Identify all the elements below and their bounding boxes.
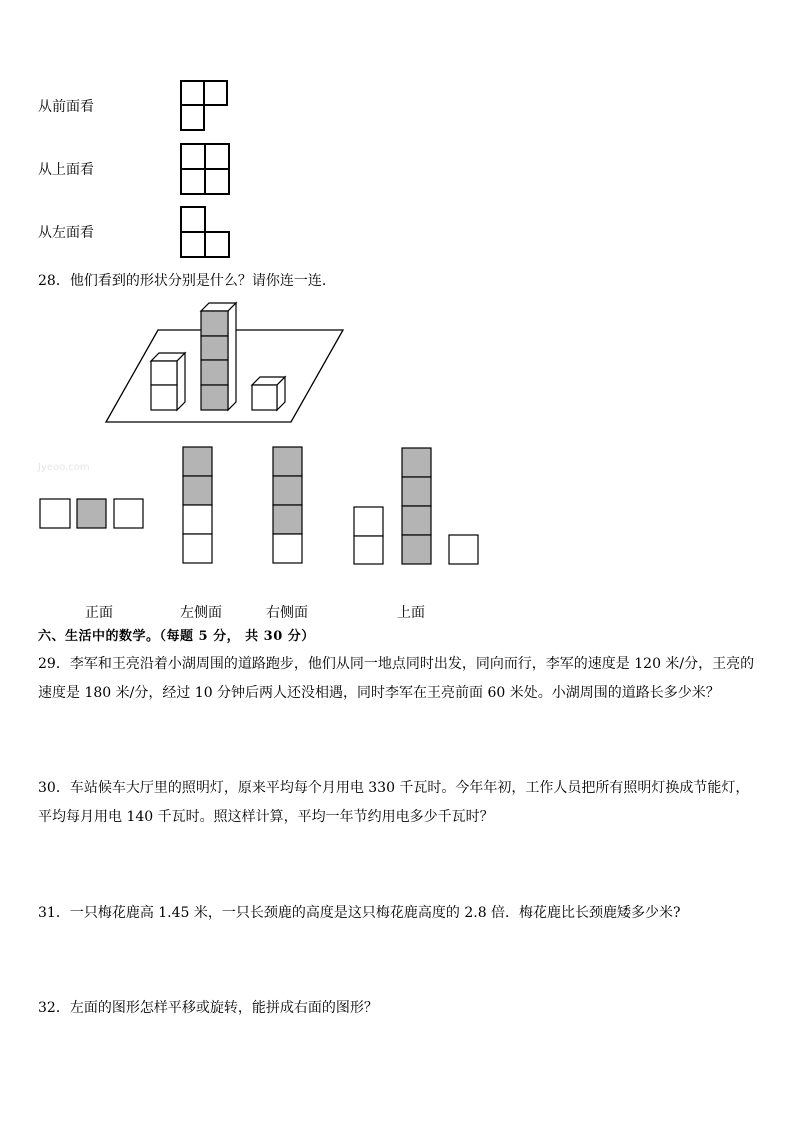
option-mixed-columns[interactable] [353,447,483,567]
top-view-label: 从上面看 [38,162,94,178]
left-view-label: 从左面看 [38,225,94,241]
tall-cube-stack [201,303,236,410]
section-six-title: 六、生活中的数学。（每题 5 分， 共 30 分） [38,629,315,644]
left-view-figure [180,206,232,260]
question-31-text: 31．一只梅花鹿高 1.45 米，一只长颈鹿的高度是这只梅花鹿高度的 2.8 倍．梅花鹿比长颈鹿矮多少米? [38,905,681,921]
label-right-side: 右侧面 [266,605,308,621]
question-28-text: 28．他们看到的形状分别是什么？请你连一连. [38,273,327,289]
option-column-three-gray[interactable] [272,446,306,566]
watermark-text: Jyeoo.com [38,462,90,473]
option-row-squares[interactable] [39,498,147,530]
label-top: 上面 [397,605,425,621]
question-32-text: 32．左面的图形怎样平移或旋转，能拼成右面的图形？ [38,1000,378,1016]
front-view-figure [180,80,230,132]
question-29-text: 29．李军和王亮沿着小湖周围的道路跑步，他们从同一地点同时出发，同向而行，李军的速度是 120 米/分，王亮的速度是 180 米/分，经过 10 分钟后两人还没相遇，同时李军在王亮前面 60 米处。小湖周围的道路长多少米？ [38,656,755,701]
label-front: 正面 [85,605,113,621]
left-cube-stack [151,353,185,410]
top-view-figure [180,143,232,197]
option-column-two-gray[interactable] [182,446,216,566]
front-view-label: 从前面看 [38,99,94,115]
cube-scene-figure [100,298,350,428]
single-cube [252,377,285,410]
question-30-text: 30．车站候车大厅里的照明灯，原来平均每个月用电 330 千瓦时。今年年初，工作人员把所有照明灯换成节能灯，平均每月用电 140 千瓦时。照这样计算，平均一年节约用电多少千瓦时？ [38,780,750,825]
label-left-side: 左侧面 [180,605,222,621]
